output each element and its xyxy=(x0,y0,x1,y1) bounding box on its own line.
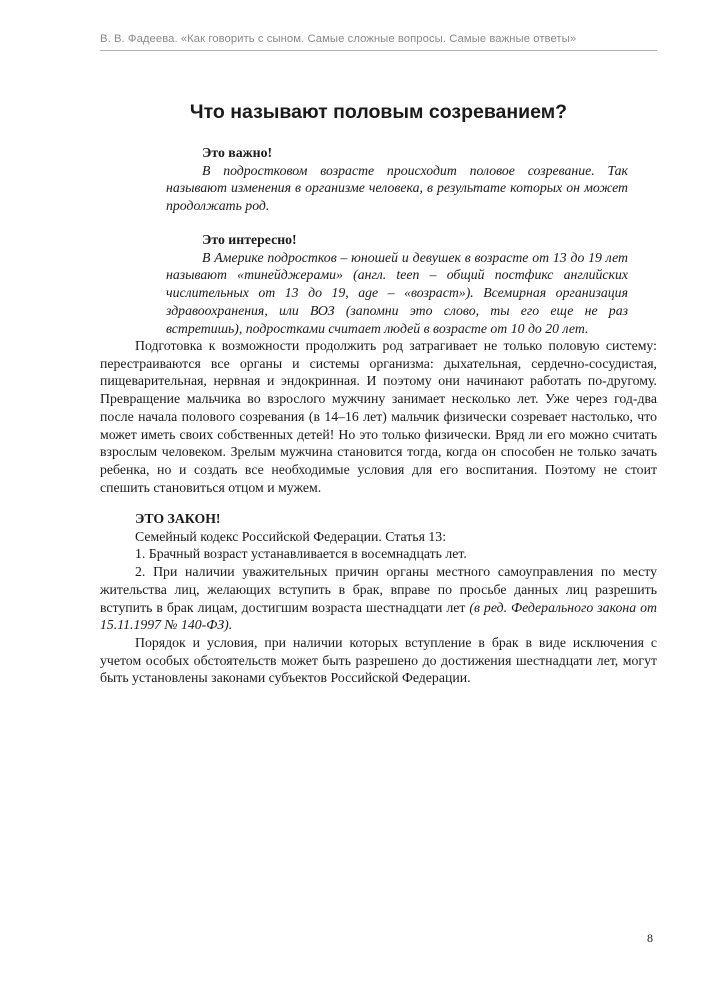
law-item-2 xyxy=(100,563,657,634)
main-paragraph-block xyxy=(100,337,657,496)
law-item-1: 1. Брачный возраст устанавливается в восемнадцать лет. xyxy=(135,546,467,562)
important-note xyxy=(166,144,628,215)
law-item-2-text: 2. При наличии уважительных причин органы местного самоуправления по месту жительства лиц, желающих вступить в брак, вправе по просьбе данных лиц разрешить вступить в брак лицам, достигшим возраста шестнадцати лет xyxy=(100,564,657,615)
important-label: Это важно! xyxy=(202,145,273,160)
page-number: 8 xyxy=(647,931,653,945)
running-header: В. В. Фадеева. «Как говорить с сыном. Самые сложные вопросы. Самые важные ответы» xyxy=(100,33,577,45)
interesting-note xyxy=(166,231,628,337)
header-rule xyxy=(100,50,657,51)
law-item-2-note: (в ред. Федерального закона от 15.11.1997 № 140-ФЗ). xyxy=(100,599,657,633)
interesting-label: Это интересно! xyxy=(202,232,297,247)
interesting-text: В Америке подростков – юношей и девушек в возрасте от 13 до 19 лет называют «тинейджерами» (англ. teen – общий постфикс английских числительных от 13 до 19, age – «возраст»). Всемирная организация здравоохранения, или ВОЗ (запомни это слово, ты его еще не раз встретишь), подростками считает людей в возрасте от 10 до 20 лет. xyxy=(166,249,628,336)
important-text: В подростковом возрасте происходит половое созревание. Так называют изменения в организме человека, в результате которых он может продолжать род. xyxy=(166,162,628,214)
law-block xyxy=(100,510,657,687)
page-title: Что называют половым созреванием? xyxy=(189,101,568,123)
main-paragraph: Подготовка к возможности продолжить род затрагивает не только половую систему: перестраиваются все органы и системы организма: дыхательная, сердечно-сосудистая, пищеварительная, нервная и эндокринная. И поэтому они начинают работать по-другому. Превращение мальчика во взрослого мужчину занимает несколько лет. Уже через год-два после начала полового созревания (в 14–16 лет) мальчик физически созревает настолько, что может иметь своих собственных детей! Но это только физически. Вряд ли его можно считать взрослым человеком. Зрелым мужчина становится тогда, когда он способен не только зачать ребенка, но и создать все необходимые условия для его воспитания. Поэтому не стоит спешить становиться отцом и мужем. xyxy=(100,338,657,495)
law-closing: Порядок и условия, при наличии которых вступление в брак в виде исключения с учетом особых обстоятельств может быть разрешено до достижения шестнадцати лет, могут быть установлены законами субъектов Российской Федерации. xyxy=(100,634,657,686)
law-label: ЭТО ЗАКОН! xyxy=(135,511,221,526)
law-source: Семейный кодекс Российской Федерации. Статья 13: xyxy=(135,528,447,544)
